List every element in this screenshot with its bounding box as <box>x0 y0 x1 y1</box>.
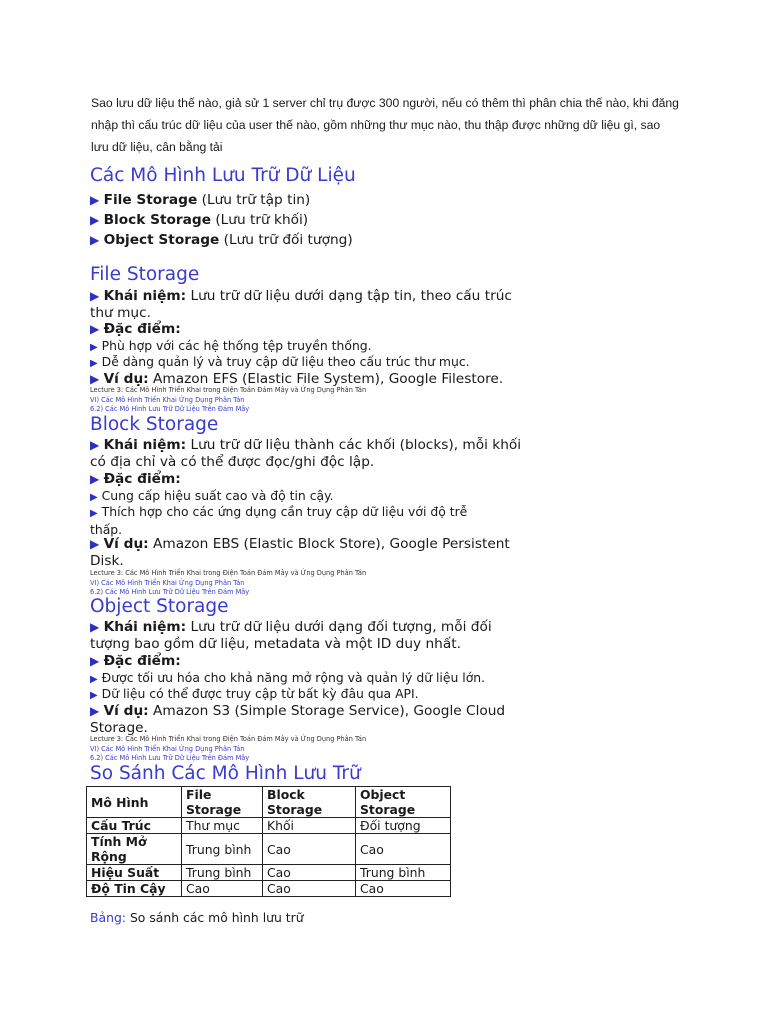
lecture-reference: Lecture 3: Các Mô Hình Triển Khai trong Điện Toán Đám Mây và Ứng Dụng Phân Tán VI) Các Mô Hình Triển Khai Ứng Dụng Phân Tán 6.2) Các Mô Hình Lưu Trữ Dữ Liệu Trên Đám Mây <box>90 386 367 413</box>
table-header-cell: Object Storage <box>356 787 451 818</box>
triangle-bullet-icon: ▶ <box>90 342 98 353</box>
intro-paragraph: Sao lưu dữ liệu thế nào, giả sử 1 server chỉ trụ được 300 người, nếu có thêm thì phân chia thế nào, khi đăng nhập thì cấu trúc dữ liệu của user thế nào, gồm những thư mục nào, thu thập được những dữ liệu gì, sao lưu dữ liệu, cân bằng tải <box>91 96 679 154</box>
triangle-bullet-icon: ▶ <box>90 654 100 668</box>
object-storage-features-label: ▶ Đặc điểm: <box>90 653 181 669</box>
comparison-heading: So Sánh Các Mô Hình Lưu Trữ <box>90 763 361 784</box>
table-cell: Đối tượng <box>356 818 451 834</box>
table-cell: Cao <box>182 881 263 897</box>
file-storage-concept <box>90 288 535 321</box>
block-storage-feature: ▶ Thích hợp cho các ứng dụng cần truy cập dữ liệu với độ trễ thấp. <box>90 504 468 537</box>
model-name: Block Storage <box>103 212 211 228</box>
block-storage-features-label: ▶ Đặc điểm: <box>90 471 181 487</box>
table-cell: Cấu Trúc <box>87 818 182 834</box>
triangle-bullet-icon: ▶ <box>90 537 100 551</box>
table-cell: Cao <box>263 834 356 865</box>
concept-text: Lưu trữ dữ liệu thành các khối (blocks), mỗi khối có địa chỉ và có thể được đọc/ghi độc lập. <box>90 437 522 470</box>
model-desc: (Lưu trữ đối tượng) <box>219 232 353 248</box>
table-cell: Độ Tin Cậy <box>87 881 182 897</box>
table-cell: Khối <box>263 818 356 834</box>
table-row <box>87 865 451 881</box>
triangle-bullet-icon: ▶ <box>90 322 100 336</box>
triangle-bullet-icon: ▶ <box>90 213 100 227</box>
file-storage-feature: ▶ Phù hợp với các hệ thống tệp truyền thống. <box>90 338 372 353</box>
lecture-reference: Lecture 3: Các Mô Hình Triển Khai trong Điện Toán Đám Mây và Ứng Dụng Phân Tán VI) Các Mô Hình Triển Khai Ứng Dụng Phân Tán 6.2) Các Mô Hình Lưu Trữ Dữ Liệu Trên Đám Mây <box>90 735 367 762</box>
concept-label: Khái niệm: <box>103 619 187 635</box>
table-header-cell: File Storage <box>182 787 263 818</box>
model-name: File Storage <box>103 192 198 208</box>
object-storage-feature: ▶ Được tối ưu hóa cho khả năng mở rộng và quản lý dữ liệu lớn. <box>90 670 486 685</box>
triangle-bullet-icon: ▶ <box>90 193 100 207</box>
models-heading: Các Mô Hình Lưu Trữ Dữ Liệu <box>90 165 356 186</box>
lecture-reference: Lecture 3: Các Mô Hình Triển Khai trong Điện Toán Đám Mây và Ứng Dụng Phân Tán VI) Các Mô Hình Triển Khai Ứng Dụng Phân Tán 6.2) Các Mô Hình Lưu Trữ Dữ Liệu Trên Đám Mây <box>90 569 367 596</box>
triangle-bullet-icon: ▶ <box>90 289 100 303</box>
concept-label: Khái niệm: <box>103 288 187 304</box>
table-caption: Bảng: So sánh các mô hình lưu trữ <box>90 910 304 925</box>
table-row <box>87 818 451 834</box>
block-storage-heading: Block Storage <box>90 414 219 435</box>
table-row <box>87 834 451 865</box>
file-storage-features-label: ▶ Đặc điểm: <box>90 321 181 337</box>
object-storage-example: ▶ Ví dụ: Amazon S3 (Simple Storage Service), Google Cloud Storage. <box>90 703 506 736</box>
triangle-bullet-icon: ▶ <box>90 690 98 701</box>
table-cell: Trung bình <box>182 834 263 865</box>
file-storage-example: ▶ Ví dụ: Amazon EFS (Elastic File System), Google Filestore. <box>90 371 504 387</box>
table-cell: Cao <box>263 881 356 897</box>
object-storage-heading: Object Storage <box>90 596 229 617</box>
triangle-bullet-icon: ▶ <box>90 358 98 369</box>
concept-text: Lưu trữ dữ liệu dưới dạng tập tin, theo cấu trúc thư mục. <box>90 288 512 321</box>
triangle-bullet-icon: ▶ <box>90 372 100 386</box>
object-storage-concept <box>90 619 535 652</box>
model-item-object <box>90 230 353 250</box>
triangle-bullet-icon: ▶ <box>90 620 100 634</box>
comparison-table <box>86 786 451 897</box>
model-desc: (Lưu trữ khối) <box>210 212 309 228</box>
model-item-block <box>90 210 308 230</box>
triangle-bullet-icon: ▶ <box>90 704 100 718</box>
table-cell: Trung bình <box>356 865 451 881</box>
concept-text: Lưu trữ dữ liệu dưới dạng đối tượng, mỗi đối tượng bao gồm dữ liệu, metadata và một ID duy nhất. <box>90 619 492 652</box>
file-storage-feature: ▶ Dễ dàng quản lý và truy cập dữ liệu theo cấu trúc thư mục. <box>90 354 470 369</box>
table-header-cell: Block Storage <box>263 787 356 818</box>
block-storage-feature: ▶ Cung cấp hiệu suất cao và độ tin cậy. <box>90 488 334 503</box>
file-storage-heading: File Storage <box>90 264 200 285</box>
table-cell: Cao <box>263 865 356 881</box>
block-storage-concept <box>90 437 535 470</box>
table-header-row <box>87 787 451 818</box>
table-cell: Thư mục <box>182 818 263 834</box>
table-cell: Cao <box>356 881 451 897</box>
concept-label: Khái niệm: <box>103 437 187 453</box>
model-desc: (Lưu trữ tập tin) <box>197 192 311 208</box>
table-cell: Hiệu Suất <box>87 865 182 881</box>
table-row <box>87 881 451 897</box>
model-name: Object Storage <box>103 232 220 248</box>
table-cell: Cao <box>356 834 451 865</box>
triangle-bullet-icon: ▶ <box>90 233 100 247</box>
model-item-file <box>90 190 310 210</box>
table-cell: Tính Mở Rộng <box>87 834 182 865</box>
triangle-bullet-icon: ▶ <box>90 438 100 452</box>
triangle-bullet-icon: ▶ <box>90 492 98 503</box>
table-cell: Trung bình <box>182 865 263 881</box>
object-storage-feature: ▶ Dữ liệu có thể được truy cập từ bất kỳ đâu qua API. <box>90 686 419 701</box>
triangle-bullet-icon: ▶ <box>90 472 100 486</box>
triangle-bullet-icon: ▶ <box>90 674 98 685</box>
table-header-cell: Mô Hình <box>87 787 182 818</box>
triangle-bullet-icon: ▶ <box>90 508 98 519</box>
block-storage-example: ▶ Ví dụ: Amazon EBS (Elastic Block Store), Google Persistent Disk. <box>90 536 510 569</box>
